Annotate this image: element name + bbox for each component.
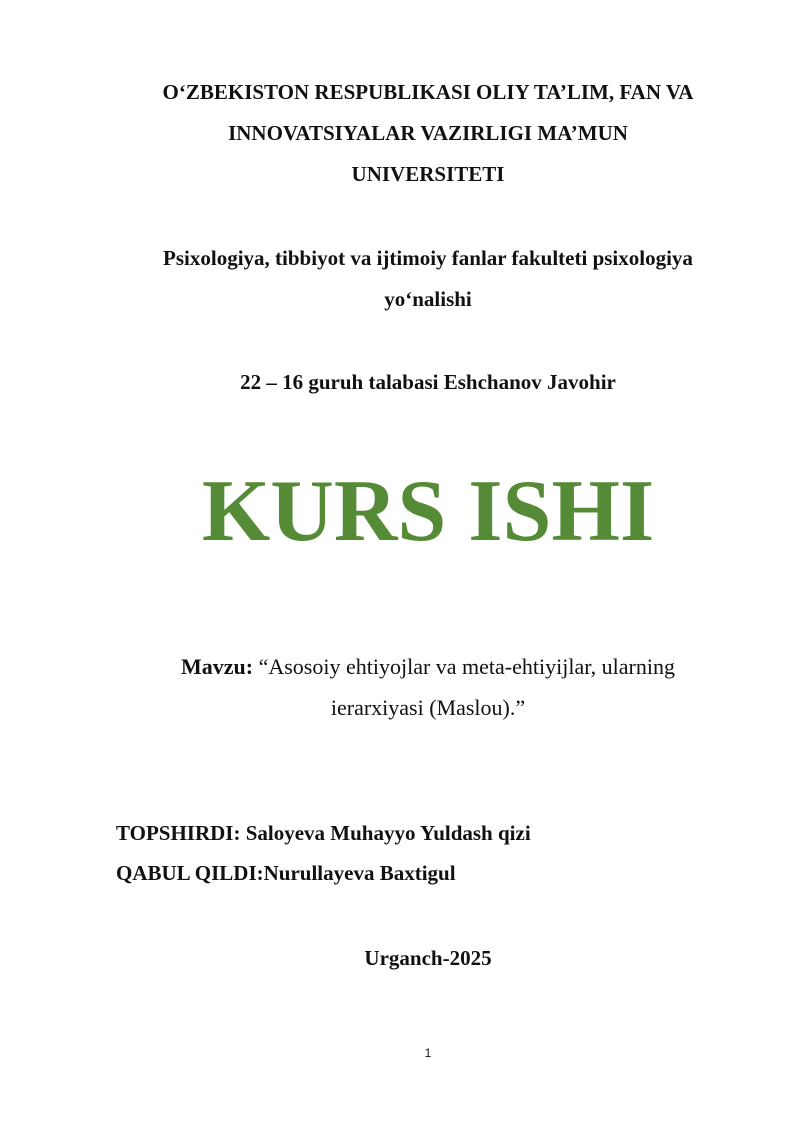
faculty-line-1: Psixologiya, tibbiyot va ijtimoiy fanlar fakulteti psixologiya (163, 246, 693, 270)
topic (120, 646, 736, 728)
accepted-by: QABUL QILDI:Nurullayeva Baxtigul (116, 861, 456, 885)
student-info: 22 – 16 guruh talabasi Eshchanov Javohir (240, 370, 616, 394)
document-title: KURS ISHI (201, 463, 655, 560)
topic-line-1 (120, 646, 736, 687)
submitted-by: TOPSHIRDI: Saloyeva Muhayyo Yuldash qizi (116, 821, 531, 845)
topic-label: Mavzu: (181, 654, 254, 679)
topic-text-1: “Asosoiy ehtiyojlar va meta-ehtiyijlar, ularning (253, 654, 675, 679)
topic-line-2: ierarxiyasi (Maslou).” (330, 695, 526, 720)
ministry-header-line-1: O‘ZBEKISTON RESPUBLIKASI OLIY TA’LIM, FAN VA (162, 80, 694, 104)
faculty-line-2: yo‘nalishi (384, 287, 472, 311)
ministry-header-line-2: INNOVATSIYALAR VAZIRLIGI MA’MUN (228, 121, 628, 145)
ministry-header-line-3: UNIVERSITETI (351, 162, 505, 186)
city-year: Urganch-2025 (364, 946, 492, 970)
page-number: 1 (424, 1046, 432, 1060)
faculty-heading (100, 238, 756, 320)
ministry-header (100, 72, 756, 195)
